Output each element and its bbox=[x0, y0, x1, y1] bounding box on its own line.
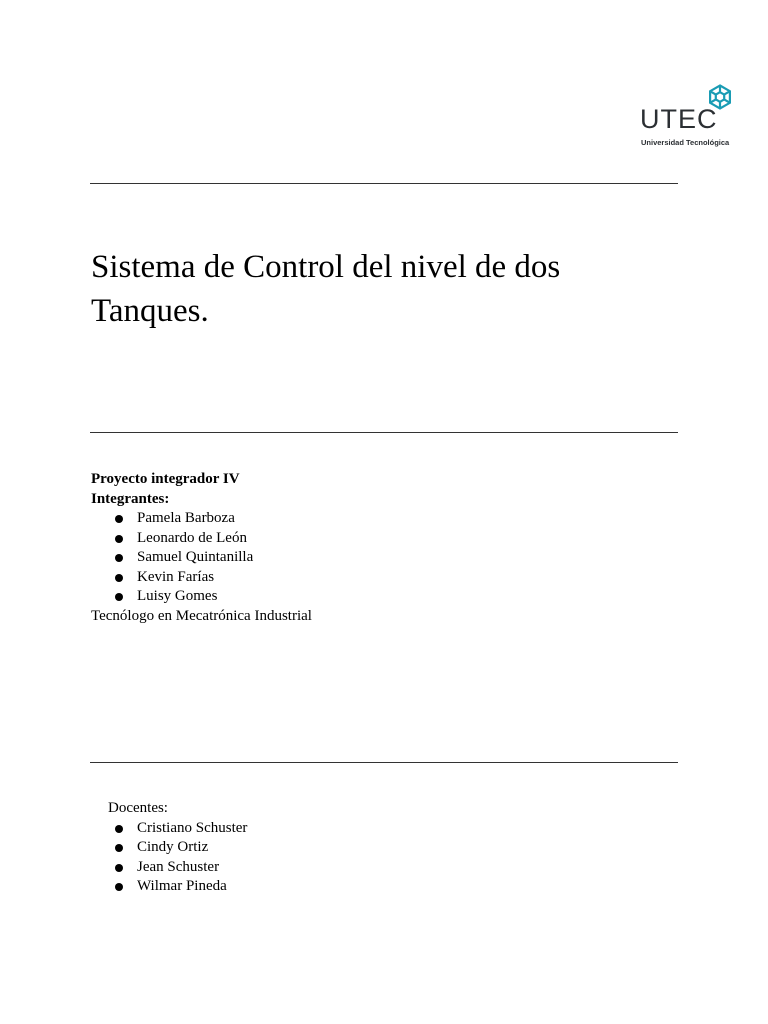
logo-wordmark: UTEC bbox=[640, 104, 718, 134]
members-heading: Integrantes: bbox=[91, 490, 170, 507]
list-item: Cindy Ortiz bbox=[91, 838, 247, 858]
members-list bbox=[91, 509, 312, 607]
divider-top bbox=[90, 183, 678, 184]
divider-middle bbox=[90, 432, 678, 433]
document-title: Sistema de Control del nivel de dos Tanques. bbox=[91, 249, 561, 329]
list-item: Cristiano Schuster bbox=[91, 819, 247, 839]
utec-logo bbox=[640, 84, 740, 150]
list-item: Leonardo de León bbox=[91, 529, 312, 549]
project-info bbox=[91, 470, 312, 626]
list-item: Kevin Farías bbox=[91, 568, 312, 588]
teachers-info bbox=[91, 799, 247, 897]
list-item: Jean Schuster bbox=[91, 858, 247, 878]
list-item: Samuel Quintanilla bbox=[91, 548, 312, 568]
list-item: Luisy Gomes bbox=[91, 587, 312, 607]
teachers-heading: Docentes: bbox=[108, 800, 168, 816]
career-label: Tecnólogo en Mecatrónica Industrial bbox=[91, 607, 312, 624]
teachers-list bbox=[91, 819, 247, 897]
project-label: Proyecto integrador IV bbox=[91, 471, 240, 487]
divider-bottom bbox=[90, 762, 678, 763]
list-item: Pamela Barboza bbox=[91, 509, 312, 529]
list-item: Wilmar Pineda bbox=[91, 877, 247, 897]
logo-subtitle: Universidad Tecnológica bbox=[641, 138, 730, 147]
